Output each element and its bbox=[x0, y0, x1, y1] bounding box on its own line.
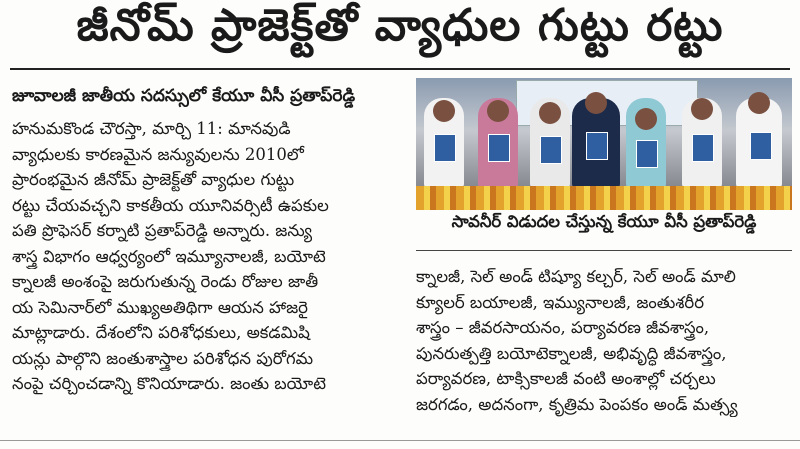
body-line: ప్రారంభమైన జీనోమ్ ప్రాజెక్ట్‌తో వ్యాధుల గుట్టు bbox=[12, 170, 295, 189]
person-head bbox=[635, 108, 657, 130]
body-line: నంపై చర్చించడాన్ని కొనియాడారు. జంతు బయోటె bbox=[12, 374, 326, 393]
person-head bbox=[539, 102, 561, 124]
body-line: క్నాలజీ, సెల్ అండ్ టిష్యూ కల్చర్, సెల్ అండ్ మాలి bbox=[416, 267, 736, 286]
body-line: క్యూలర్ బయాలజీ, ఇమ్యునాలజీ, జంతుశరీర bbox=[416, 292, 704, 312]
souvenir-book bbox=[750, 132, 772, 160]
body-line: హనుమకొండ చౌరస్తా, మార్చి 11: మానవుడి bbox=[12, 119, 291, 138]
souvenir-book bbox=[636, 140, 658, 168]
souvenir-book bbox=[540, 136, 562, 164]
person-head bbox=[487, 100, 509, 122]
caption-rule bbox=[416, 250, 792, 251]
headline: జీనోమ్ ప్రాజెక్ట్‌తో వ్యాధుల గుట్టు రట్టు bbox=[76, 0, 724, 51]
person-head bbox=[748, 92, 770, 114]
body-line: క్నాలజీ అంశంపై జరుగుతున్న రెండు రోజుల జాతీ bbox=[12, 272, 319, 291]
subheadline: జూవాలజీ జాతీయ సదస్సులో కేయూ వీసీ ప్రతాప్‌రెడ్డి bbox=[12, 86, 356, 106]
left-column bbox=[12, 116, 410, 397]
souvenir-book bbox=[692, 134, 714, 162]
body-line: య సెమినార్‌లో ముఖ్యఅతిథిగా ఆయన హాజరై bbox=[12, 297, 308, 317]
souvenir-book bbox=[434, 134, 456, 162]
souvenir-book bbox=[586, 132, 608, 160]
right-column bbox=[416, 264, 792, 417]
body-line: పునరుత్పత్తి బయోటెక్నాలజీ, అభివృద్ధి జీవశాస్త్రం, bbox=[416, 343, 727, 363]
body-line: జరగడం, అదనంగా, కృత్రిమ పెంపకం అండ్ మత్స్య bbox=[416, 394, 738, 414]
body-line: పర్యావరణ, టాక్సికాలజీ వంటి అంశాల్లో చర్చలు bbox=[416, 369, 716, 388]
person-head bbox=[433, 100, 455, 122]
body-line: యన్లు పాల్గొని జంతుశాస్త్రాల పరిశోధన పురోగమ bbox=[12, 348, 314, 368]
headline-rule bbox=[10, 68, 790, 70]
person-head bbox=[585, 92, 607, 114]
body-line: శాస్త్ర విభాగం ఆధ్వర్యంలో ఇమ్యూనాలజీ, బయోటె bbox=[12, 246, 326, 266]
photo-caption: సావనీర్ విడుదల చేస్తున్న కేయూ వీసీ ప్రతాప్‌రెడ్డి bbox=[451, 212, 757, 231]
souvenir-book bbox=[488, 134, 510, 162]
event-photo bbox=[416, 78, 792, 210]
body-line: రట్టు చేయవచ్చని కాకతీయ యూనివర్సిటీ ఉపకుల bbox=[12, 195, 329, 215]
person-head bbox=[691, 98, 713, 120]
body-line: వ్యాధులకు కారణమైన జన్యువులను 2010లో bbox=[12, 144, 304, 164]
body-line: పతి ప్రొఫెసర్ కర్నాటి ప్రతాప్‌రెడ్డి అన్నారు. జన్యు bbox=[12, 221, 313, 240]
flower-garland bbox=[416, 186, 792, 210]
bottom-rule bbox=[0, 440, 800, 441]
body-line: శాస్త్రం – జీవరసాయనం, పర్యావరణ జీవశాస్త్రం, bbox=[416, 318, 710, 337]
body-line: మాట్లాడారు. దేశంలోని పరిశోధకులు, అకడమిషి bbox=[12, 323, 310, 342]
